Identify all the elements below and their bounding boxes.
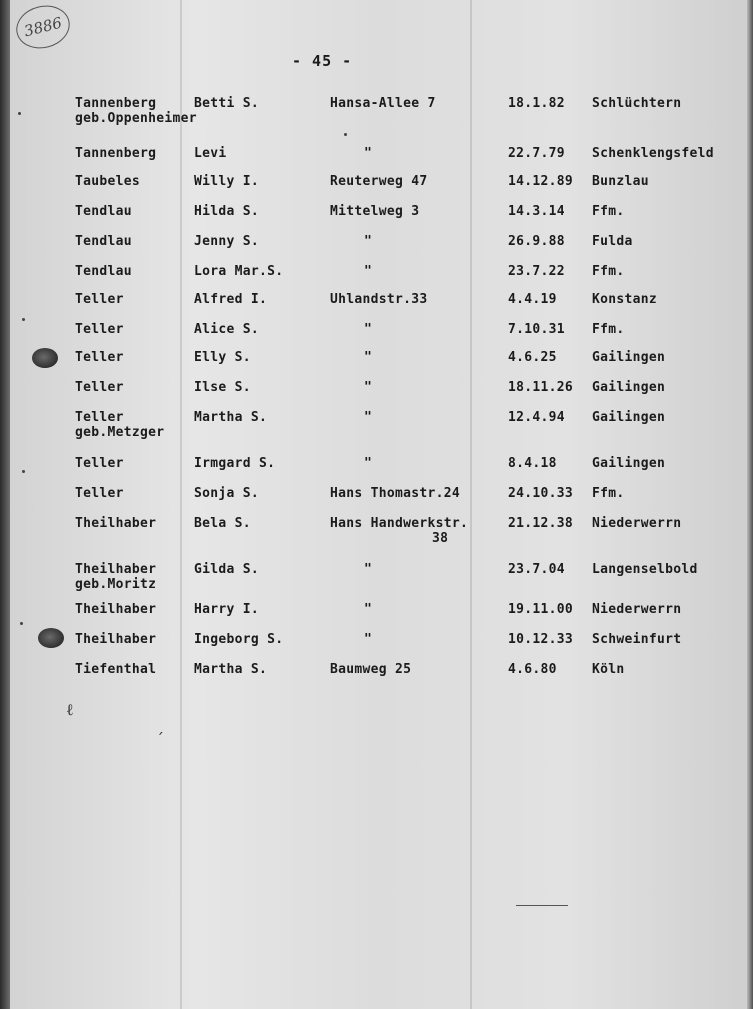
birth-date-cell: 23.7.04: [508, 562, 565, 577]
given-name-cell: Sonja S.: [194, 486, 260, 501]
given-name-cell: Harry I.: [194, 602, 260, 617]
street-cell: ": [364, 146, 373, 161]
birth-date-cell: 8.4.18: [508, 456, 557, 471]
birth-date-cell: 21.12.38: [508, 516, 574, 531]
birth-place-cell: Schlüchtern: [592, 96, 682, 111]
archive-stamp-number: 3886: [22, 13, 64, 41]
street-cell: Reuterweg 47: [330, 174, 428, 189]
street-cell: Hans Handwerkstr.: [330, 516, 469, 531]
given-name-cell: Willy I.: [194, 174, 260, 189]
margin-dot: [22, 470, 25, 473]
street-cell: ": [364, 562, 373, 577]
surname-cell: Tannenberg: [75, 96, 157, 111]
birth-place-cell: Schweinfurt: [592, 632, 682, 647]
given-name-cell: Levi: [194, 146, 227, 161]
stray-pen-mark: [516, 905, 568, 906]
given-name-cell: Ingeborg S.: [194, 632, 284, 647]
given-name-cell: Ilse S.: [194, 380, 251, 395]
surname-cell: Theilhaber: [75, 516, 157, 531]
surname-cell: Tendlau: [75, 204, 132, 219]
birth-date-cell: 26.9.88: [508, 234, 565, 249]
birth-place-cell: Gailingen: [592, 380, 666, 395]
surname-cell: Teller: [75, 350, 124, 365]
surname-cell: Taubeles: [75, 174, 141, 189]
surname-cell: Teller: [75, 322, 124, 337]
birth-place-cell: Konstanz: [592, 292, 658, 307]
street-cell: Hansa-Allee 7: [330, 96, 436, 111]
street-cell: ": [364, 350, 373, 365]
given-name-cell: Alice S.: [194, 322, 260, 337]
birth-date-cell: 23.7.22: [508, 264, 565, 279]
surname-cell: Tendlau: [75, 264, 132, 279]
paper-fold-line: [180, 0, 182, 1009]
birth-place-cell: Bunzlau: [592, 174, 649, 189]
birth-place-cell: Gailingen: [592, 410, 666, 425]
street-number-cell: 38: [432, 531, 449, 546]
birth-place-cell: Gailingen: [592, 350, 666, 365]
birth-place-cell: Niederwerrn: [592, 516, 682, 531]
birth-place-cell: Gailingen: [592, 456, 666, 471]
given-name-cell: Betti S.: [194, 96, 260, 111]
surname-cell: Tendlau: [75, 234, 132, 249]
surname-cell: Theilhaber: [75, 562, 157, 577]
surname-cell: Teller: [75, 380, 124, 395]
surname-cell: Tiefenthal: [75, 662, 157, 677]
punch-hole: [38, 628, 64, 648]
street-cell: Baumweg 25: [330, 662, 412, 677]
surname-cell: Teller: [75, 456, 124, 471]
birth-date-cell: 24.10.33: [508, 486, 574, 501]
stray-pen-mark: ℓ: [66, 700, 74, 719]
street-cell: Uhlandstr.33: [330, 292, 428, 307]
maiden-name-cell: geb.Oppenheimer: [75, 111, 197, 126]
street-cell: ": [364, 322, 373, 337]
margin-dot: [22, 318, 25, 321]
given-name-cell: Irmgard S.: [194, 456, 276, 471]
given-name-cell: Lora Mar.S.: [194, 264, 284, 279]
birth-date-cell: 18.1.82: [508, 96, 565, 111]
margin-dot: [18, 112, 21, 115]
maiden-name-cell: geb.Metzger: [75, 425, 165, 440]
street-cell: Mittelweg 3: [330, 204, 420, 219]
street-cell: ": [364, 632, 373, 647]
street-cell: ": [364, 264, 373, 279]
birth-date-cell: 10.12.33: [508, 632, 574, 647]
maiden-name-cell: geb.Moritz: [75, 577, 157, 592]
birth-place-cell: Niederwerrn: [592, 602, 682, 617]
margin-dot: [344, 133, 347, 136]
birth-place-cell: Ffm.: [592, 264, 625, 279]
given-name-cell: Hilda S.: [194, 204, 260, 219]
street-cell: ": [364, 380, 373, 395]
margin-dot: [20, 622, 23, 625]
birth-date-cell: 4.6.80: [508, 662, 557, 677]
street-cell: ": [364, 410, 373, 425]
stray-pen-mark: ˊ: [156, 730, 164, 749]
paper-fold-line: [470, 0, 472, 1009]
street-cell: ": [364, 602, 373, 617]
birth-place-cell: Ffm.: [592, 322, 625, 337]
birth-date-cell: 22.7.79: [508, 146, 565, 161]
surname-cell: Tannenberg: [75, 146, 157, 161]
birth-place-cell: Langenselbold: [592, 562, 698, 577]
birth-date-cell: 18.11.26: [508, 380, 574, 395]
given-name-cell: Elly S.: [194, 350, 251, 365]
street-cell: ": [364, 456, 373, 471]
birth-place-cell: Schenklengsfeld: [592, 146, 714, 161]
surname-cell: Theilhaber: [75, 632, 157, 647]
surname-cell: Teller: [75, 292, 124, 307]
birth-place-cell: Ffm.: [592, 204, 625, 219]
surname-cell: Theilhaber: [75, 602, 157, 617]
birth-date-cell: 14.12.89: [508, 174, 574, 189]
birth-place-cell: Köln: [592, 662, 625, 677]
birth-date-cell: 4.6.25: [508, 350, 557, 365]
birth-place-cell: Fulda: [592, 234, 633, 249]
surname-cell: Teller: [75, 410, 124, 425]
film-right-edge: [747, 0, 753, 1009]
given-name-cell: Martha S.: [194, 662, 268, 677]
birth-date-cell: 12.4.94: [508, 410, 565, 425]
page-number: - 45 -: [292, 52, 353, 70]
birth-place-cell: Ffm.: [592, 486, 625, 501]
given-name-cell: Alfred I.: [194, 292, 268, 307]
film-left-edge: [0, 0, 10, 1009]
punch-hole: [32, 348, 58, 368]
birth-date-cell: 7.10.31: [508, 322, 565, 337]
given-name-cell: Gilda S.: [194, 562, 260, 577]
given-name-cell: Bela S.: [194, 516, 251, 531]
street-cell: Hans Thomastr.24: [330, 486, 461, 501]
street-cell: ": [364, 234, 373, 249]
surname-cell: Teller: [75, 486, 124, 501]
birth-date-cell: 19.11.00: [508, 602, 574, 617]
birth-date-cell: 14.3.14: [508, 204, 565, 219]
given-name-cell: Martha S.: [194, 410, 268, 425]
given-name-cell: Jenny S.: [194, 234, 260, 249]
birth-date-cell: 4.4.19: [508, 292, 557, 307]
